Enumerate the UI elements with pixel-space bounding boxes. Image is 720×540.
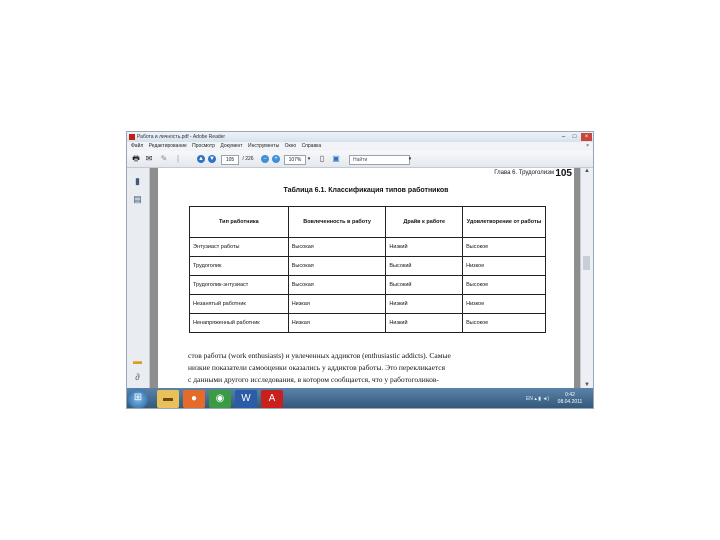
- menu-help[interactable]: Справка: [301, 143, 322, 149]
- table-cell: Низкий: [386, 295, 463, 314]
- menu-bar: [127, 142, 593, 151]
- table-header: Удовлетворение от работы: [463, 207, 546, 238]
- zoom-level-input[interactable]: 107%: [284, 155, 306, 165]
- document-area: [150, 168, 582, 388]
- table-cell: Высокая: [288, 276, 386, 295]
- bookmarks-panel-icon[interactable]: ▤: [133, 194, 142, 204]
- maximize-button[interactable]: □: [572, 134, 577, 140]
- table-cell: Низкий: [386, 238, 463, 257]
- table-caption: Таблица 6.1. Классификация типов работников: [283, 187, 449, 194]
- worker-types-table: [189, 206, 546, 333]
- zoom-dropdown-icon[interactable]: ▾: [307, 156, 311, 162]
- tray-arrow-icon[interactable]: ▴: [534, 396, 539, 402]
- window-title: Работа и личность.pdf - Adobe Reader: [137, 134, 226, 140]
- table-cell: Высокая: [288, 257, 386, 276]
- clock[interactable]: [553, 392, 587, 406]
- body-line: с данными другого исследования, в котором сообщается, что у работоголиков-: [188, 375, 439, 384]
- body-line: низкие показатели самооценки оказались у аддиктов работы. Это перекликается: [188, 363, 446, 372]
- scroll-thumb[interactable]: [583, 256, 590, 270]
- close-button[interactable]: ×: [581, 133, 592, 141]
- table-cell: Высокий: [386, 276, 463, 295]
- table-cell: Низкая: [288, 295, 386, 314]
- fit-page-icon[interactable]: ▯: [319, 154, 325, 163]
- menu-document[interactable]: Документ: [220, 143, 243, 149]
- table-cell: Высокая: [288, 238, 386, 257]
- vertical-scrollbar[interactable]: [580, 168, 593, 388]
- firefox-taskbar-icon[interactable]: ●: [183, 390, 205, 408]
- page-total-label: / 226: [242, 156, 254, 162]
- table-cell: Трудоголик-энтузиаст: [190, 276, 289, 295]
- find-input[interactable]: Найти: [349, 155, 410, 165]
- volume-icon[interactable]: ◄): [542, 396, 549, 402]
- close-document-button[interactable]: ×: [586, 143, 589, 149]
- body-text: [188, 350, 574, 386]
- find-dropdown-icon[interactable]: ▾: [408, 156, 412, 162]
- pdf-page: [158, 168, 574, 388]
- next-page-icon[interactable]: ▼: [209, 156, 215, 162]
- table-cell: Трудоголик: [190, 257, 289, 276]
- table-row: [190, 238, 546, 257]
- menu-file[interactable]: Файл: [131, 143, 144, 149]
- network-icon[interactable]: ▮: [538, 396, 541, 402]
- menu-view[interactable]: Просмотр: [192, 143, 216, 149]
- minimize-button[interactable]: –: [561, 134, 566, 140]
- fit-width-icon[interactable]: ▣: [332, 154, 340, 163]
- print-icon[interactable]: 🖶: [132, 154, 140, 163]
- running-header: Глава 6. Трудоголизм: [494, 170, 554, 176]
- language-indicator[interactable]: EN: [525, 396, 533, 402]
- body-line: стов работы (work enthusiasts) и увлеченных аддиктов (enthusiastic addicts). Самые: [188, 351, 451, 360]
- attachments-panel-icon[interactable]: ∂: [135, 372, 140, 382]
- menu-tools[interactable]: Инструменты: [247, 143, 280, 149]
- clock-date: 08.04.2011: [557, 399, 583, 405]
- previous-page-icon[interactable]: ▲: [198, 156, 204, 162]
- table-row: [190, 314, 546, 333]
- pages-panel-icon[interactable]: ▮: [135, 176, 140, 186]
- table-cell: Низкий: [386, 314, 463, 333]
- table-row: [190, 257, 546, 276]
- table-header: Тип работника: [190, 207, 289, 238]
- table-cell: Низкое: [463, 257, 546, 276]
- chrome-taskbar-icon[interactable]: ◉: [209, 390, 231, 408]
- separator-icon: |: [176, 154, 180, 163]
- table-cell: Высокое: [463, 314, 546, 333]
- scroll-down-icon[interactable]: ▼: [584, 382, 590, 388]
- zoom-in-icon[interactable]: +: [272, 155, 280, 163]
- adobe-reader-app-icon: [129, 134, 135, 140]
- adobe-reader-window: [126, 131, 594, 409]
- table-cell: Высокое: [463, 276, 546, 295]
- menu-window[interactable]: Окно: [284, 143, 297, 149]
- scroll-up-icon[interactable]: ▲: [584, 168, 590, 174]
- adobe-reader-taskbar-icon[interactable]: A: [261, 390, 283, 408]
- system-tray: [526, 388, 549, 409]
- clock-time: 0:42: [565, 392, 575, 398]
- table-cell: Энтузиаст работы: [190, 238, 289, 257]
- table-cell: Высокое: [463, 238, 546, 257]
- zoom-out-icon[interactable]: −: [261, 155, 269, 163]
- table-header: Вовлеченность в работу: [288, 207, 386, 238]
- taskbar: [127, 388, 593, 409]
- folder-taskbar-icon[interactable]: ▬: [157, 390, 179, 408]
- table-cell: Ненапряженный работник: [190, 314, 289, 333]
- title-bar: [127, 132, 593, 142]
- toolbar: [127, 151, 593, 168]
- table-cell: Низкая: [288, 314, 386, 333]
- tools-icon[interactable]: ✎: [160, 154, 168, 163]
- menu-edit[interactable]: Редактирование: [148, 143, 187, 149]
- page-number-input[interactable]: 105: [221, 155, 239, 165]
- word-taskbar-icon[interactable]: W: [235, 390, 257, 408]
- table-cell: Низкое: [463, 295, 546, 314]
- page-number: 105: [555, 168, 572, 179]
- comments-panel-icon[interactable]: ▬: [133, 356, 142, 366]
- start-button-icon[interactable]: ⊞: [128, 389, 148, 409]
- table-cell: Высокий: [386, 257, 463, 276]
- email-icon[interactable]: ✉: [145, 154, 153, 163]
- table-row: [190, 295, 546, 314]
- table-cell: Незанятый работник: [190, 295, 289, 314]
- navigation-pane: [127, 168, 150, 388]
- table-row: [190, 276, 546, 295]
- table-header: Драйв к работе: [386, 207, 463, 238]
- table-header-row: [190, 207, 546, 238]
